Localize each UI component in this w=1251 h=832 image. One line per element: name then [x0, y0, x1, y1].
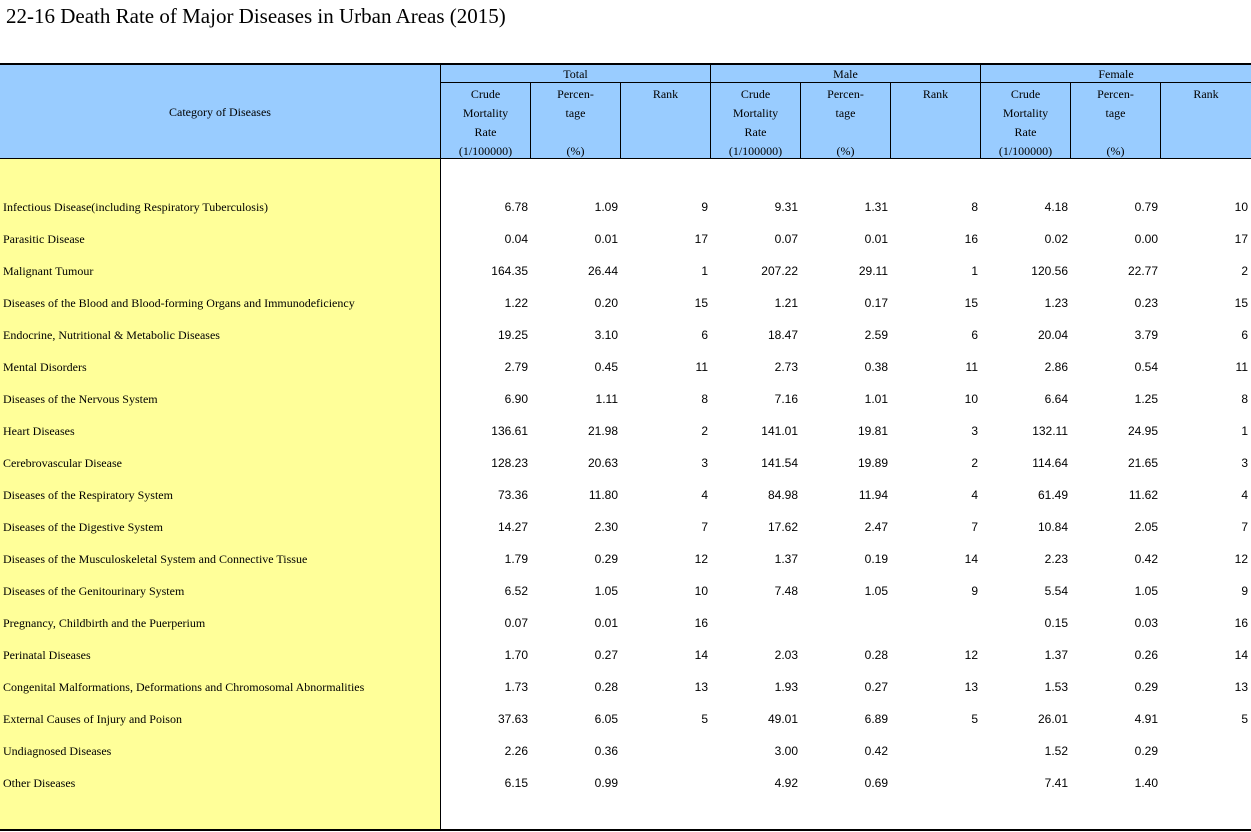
female-pct-cell: 4.91 — [1134, 712, 1158, 726]
female-rank-cell: 6 — [1241, 328, 1248, 342]
male-rank-cell: 3 — [971, 424, 978, 438]
female-pct-header — [1071, 85, 1160, 159]
female-pct-cell: 0.23 — [1134, 296, 1158, 310]
female-rate-cell: 6.64 — [1044, 392, 1068, 406]
female-rank-cell: 2 — [1241, 264, 1248, 278]
female-pct-cell: 0.79 — [1134, 200, 1158, 214]
male-rate-cell: 7.16 — [774, 392, 798, 406]
male-rank-cell: 4 — [971, 488, 978, 502]
total-rank-cell: 13 — [694, 680, 708, 694]
disease-category-name: Diseases of the Musculoskeletal System and Connective Tissue — [3, 552, 308, 566]
total-pct-cell: 1.11 — [595, 392, 618, 406]
female-pct-cell: 1.40 — [1134, 776, 1158, 790]
rate-label-1: Crude — [1010, 87, 1041, 101]
total-rate-cell: 2.26 — [504, 744, 528, 758]
total-rank-cell: 3 — [701, 456, 708, 470]
disease-death-rate-table — [0, 63, 1251, 832]
disease-category-name: Parasitic Disease — [3, 232, 85, 246]
rate-unit: (1/100000) — [998, 144, 1053, 158]
group-male: Male — [833, 67, 858, 81]
female-rank-cell: 17 — [1234, 232, 1248, 246]
female-rate-cell: 10.84 — [1037, 520, 1068, 534]
male-rank-cell: 10 — [964, 392, 978, 406]
table-row — [0, 671, 1251, 703]
male-rate-cell: 4.92 — [774, 776, 798, 790]
male-rate-header — [711, 85, 800, 159]
female-rate-cell: 0.02 — [1044, 232, 1068, 246]
rate-label-1: Crude — [740, 87, 771, 101]
disease-category-name: Diseases of the Genitourinary System — [3, 584, 185, 598]
disease-category-name: Endocrine, Nutritional & Metabolic Diseases — [3, 328, 220, 342]
total-rate-cell: 6.15 — [504, 776, 528, 790]
total-rate-cell: 1.70 — [504, 648, 528, 662]
female-pct-cell: 24.95 — [1127, 424, 1158, 438]
pct-label-1: Percen- — [1097, 87, 1134, 101]
column-divider — [440, 65, 441, 159]
female-pct-cell: 2.05 — [1134, 520, 1158, 534]
male-rate-cell: 18.47 — [767, 328, 798, 342]
pct-label-2: tage — [1105, 106, 1126, 120]
female-rank-cell: 1 — [1241, 424, 1248, 438]
total-rank-cell: 1 — [701, 264, 708, 278]
female-rate-cell: 1.37 — [1044, 648, 1068, 662]
female-rate-cell: 2.86 — [1044, 360, 1068, 374]
column-divider — [710, 65, 711, 159]
pct-label-1: Percen- — [557, 87, 594, 101]
page-title: 22-16 Death Rate of Major Diseases in Urban Areas (2015) — [6, 4, 506, 28]
total-rate-cell: 6.78 — [504, 200, 528, 214]
disease-category-name: Other Diseases — [3, 776, 76, 790]
male-rate-cell: 141.01 — [761, 424, 798, 438]
pct-unit: (%) — [836, 144, 855, 158]
disease-category-name: Pregnancy, Childbirth and the Puerperium — [3, 616, 206, 630]
pct-label-1: Percen- — [827, 87, 864, 101]
female-rank-cell: 10 — [1234, 200, 1248, 214]
group-female: Female — [1098, 67, 1134, 81]
female-rank-cell: 14 — [1234, 648, 1248, 662]
disease-category-name: Mental Disorders — [3, 360, 87, 374]
male-rate-cell: 2.03 — [774, 648, 798, 662]
male-pct-cell: 0.19 — [864, 552, 888, 566]
total-pct-cell: 6.05 — [594, 712, 618, 726]
male-pct-cell: 2.59 — [864, 328, 888, 342]
female-pct-cell: 1.25 — [1134, 392, 1158, 406]
female-rank-cell: 15 — [1234, 296, 1248, 310]
total-pct-cell: 2.30 — [594, 520, 618, 534]
total-pct-header — [531, 85, 620, 159]
male-pct-cell: 1.31 — [864, 200, 888, 214]
female-rank-cell: 5 — [1241, 712, 1248, 726]
male-rank-cell: 11 — [965, 360, 978, 374]
rate-label-2: Mortality — [732, 106, 779, 120]
male-pct-cell: 19.89 — [857, 456, 888, 470]
female-rank-header — [1161, 85, 1251, 159]
female-rate-cell: 1.52 — [1044, 744, 1068, 758]
total-pct-cell: 0.36 — [594, 744, 618, 758]
table-row — [0, 351, 1251, 383]
rate-label-2: Mortality — [462, 106, 509, 120]
total-rank-cell: 8 — [701, 392, 708, 406]
table-row — [0, 319, 1251, 351]
table-header — [0, 63, 1251, 159]
total-rank-cell: 16 — [694, 616, 708, 630]
total-pct-cell: 0.45 — [594, 360, 618, 374]
rank-label: Rank — [652, 87, 679, 101]
total-rank-cell: 5 — [701, 712, 708, 726]
male-rank-cell: 8 — [971, 200, 978, 214]
pct-label-2: tage — [565, 106, 586, 120]
rate-unit: (1/100000) — [728, 144, 783, 158]
female-pct-cell: 0.54 — [1134, 360, 1158, 374]
female-rate-cell: 132.11 — [1032, 424, 1068, 438]
male-pct-cell: 0.27 — [864, 680, 888, 694]
female-pct-cell: 0.42 — [1134, 552, 1158, 566]
table-row — [0, 735, 1251, 767]
male-rate-cell: 0.07 — [774, 232, 798, 246]
male-pct-cell: 0.17 — [864, 296, 888, 310]
female-pct-cell: 0.03 — [1134, 616, 1158, 630]
male-pct-header — [801, 85, 890, 159]
rank-label: Rank — [922, 87, 949, 101]
male-rate-cell: 3.00 — [774, 744, 798, 758]
female-pct-cell: 22.77 — [1127, 264, 1158, 278]
total-pct-cell: 0.01 — [594, 232, 618, 246]
female-rate-cell: 2.23 — [1044, 552, 1068, 566]
male-pct-cell: 29.11 — [858, 264, 888, 278]
male-rank-cell: 14 — [964, 552, 978, 566]
disease-category-name: Malignant Tumour — [3, 264, 94, 278]
total-rank-cell: 4 — [701, 488, 708, 502]
total-pct-cell: 26.44 — [587, 264, 618, 278]
male-pct-cell: 19.81 — [857, 424, 888, 438]
male-rate-cell: 84.98 — [767, 488, 798, 502]
table-row — [0, 287, 1251, 319]
total-rank-cell: 12 — [694, 552, 708, 566]
male-rank-cell: 12 — [964, 648, 978, 662]
female-rank-cell: 9 — [1241, 584, 1248, 598]
table-row — [0, 479, 1251, 511]
total-pct-cell: 0.01 — [594, 616, 618, 630]
male-rank-cell: 13 — [964, 680, 978, 694]
female-pct-cell: 3.79 — [1134, 328, 1158, 342]
disease-category-name: Diseases of the Nervous System — [3, 392, 158, 406]
total-rank-cell: 7 — [701, 520, 708, 534]
male-pct-cell: 2.47 — [864, 520, 888, 534]
female-rank-cell: 16 — [1234, 616, 1248, 630]
total-rate-cell: 2.79 — [504, 360, 528, 374]
total-rate-cell: 1.79 — [504, 552, 528, 566]
female-rate-cell: 1.23 — [1044, 296, 1068, 310]
male-rate-cell: 1.93 — [774, 680, 798, 694]
total-rate-cell: 6.52 — [504, 584, 528, 598]
male-pct-cell: 0.38 — [864, 360, 888, 374]
male-rate-cell: 9.31 — [774, 200, 798, 214]
female-rate-cell: 61.49 — [1037, 488, 1068, 502]
table-row — [0, 447, 1251, 479]
female-rate-cell: 26.01 — [1037, 712, 1068, 726]
rate-label-3: Rate — [474, 125, 497, 139]
disease-category-name: Heart Diseases — [3, 424, 75, 438]
male-pct-cell: 1.01 — [864, 392, 888, 406]
male-pct-cell: 1.05 — [864, 584, 888, 598]
female-rank-cell: 7 — [1241, 520, 1248, 534]
table-row — [0, 415, 1251, 447]
total-rate-cell: 128.23 — [491, 456, 528, 470]
male-rank-cell: 9 — [971, 584, 978, 598]
total-rank-cell: 11 — [695, 360, 708, 374]
disease-category-name: Infectious Disease(including Respiratory Tuberculosis) — [3, 200, 268, 214]
female-rate-cell: 1.53 — [1044, 680, 1068, 694]
total-pct-cell: 3.10 — [594, 328, 618, 342]
rate-label-3: Rate — [744, 125, 767, 139]
male-pct-cell: 0.28 — [864, 648, 888, 662]
table-row — [0, 223, 1251, 255]
pct-unit: (%) — [566, 144, 585, 158]
female-rank-cell: 11 — [1235, 360, 1248, 374]
female-pct-cell: 0.00 — [1134, 232, 1158, 246]
table-row — [0, 383, 1251, 415]
disease-category-name: Undiagnosed Diseases — [3, 744, 112, 758]
group-total: Total — [563, 67, 588, 81]
total-pct-cell: 11.80 — [588, 488, 618, 502]
total-rank-cell: 15 — [694, 296, 708, 310]
total-rank-cell: 6 — [701, 328, 708, 342]
female-rank-cell: 8 — [1241, 392, 1248, 406]
disease-category-name: Diseases of the Blood and Blood-forming Organs and Immunodeficiency — [3, 296, 355, 310]
total-rate-cell: 1.22 — [504, 296, 528, 310]
disease-category-name: External Causes of Injury and Poison — [3, 712, 182, 726]
total-rank-cell: 17 — [694, 232, 708, 246]
rate-label-1: Crude — [470, 87, 501, 101]
male-rank-cell: 7 — [971, 520, 978, 534]
female-pct-cell: 1.05 — [1134, 584, 1158, 598]
total-rate-cell: 0.07 — [504, 616, 528, 630]
disease-category-name: Diseases of the Digestive System — [3, 520, 163, 534]
total-rate-cell: 0.04 — [504, 232, 528, 246]
total-rate-cell: 136.61 — [491, 424, 528, 438]
female-rate-cell: 120.56 — [1031, 264, 1068, 278]
rate-unit: (1/100000) — [458, 144, 513, 158]
column-divider — [530, 83, 531, 159]
table-row — [0, 639, 1251, 671]
male-pct-cell: 0.69 — [864, 776, 888, 790]
male-rate-cell: 1.21 — [774, 296, 798, 310]
rank-label: Rank — [1193, 87, 1219, 101]
rate-label-2: Mortality — [1002, 106, 1049, 120]
total-rank-cell: 10 — [694, 584, 708, 598]
male-rate-cell: 7.48 — [774, 584, 798, 598]
column-divider — [1160, 83, 1161, 159]
male-pct-cell: 6.89 — [864, 712, 888, 726]
male-rate-cell: 17.62 — [767, 520, 798, 534]
female-rate-cell: 0.15 — [1044, 616, 1068, 630]
total-rate-cell: 1.73 — [504, 680, 528, 694]
table-row — [0, 191, 1251, 223]
total-pct-cell: 20.63 — [587, 456, 618, 470]
total-rate-cell: 6.90 — [504, 392, 528, 406]
male-rank-cell: 15 — [964, 296, 978, 310]
male-rank-cell: 16 — [964, 232, 978, 246]
table-row — [0, 255, 1251, 287]
male-rank-cell: 6 — [971, 328, 978, 342]
total-rate-header — [441, 85, 530, 159]
disease-category-name: Diseases of the Respiratory System — [3, 488, 173, 502]
rate-label-3: Rate — [1014, 125, 1037, 139]
male-pct-cell: 0.01 — [864, 232, 888, 246]
female-rate-cell: 7.41 — [1044, 776, 1068, 790]
male-rank-cell: 1 — [971, 264, 978, 278]
male-rate-cell: 2.73 — [774, 360, 798, 374]
female-rate-cell: 4.18 — [1044, 200, 1068, 214]
male-rate-cell: 1.37 — [774, 552, 798, 566]
female-rate-cell: 20.04 — [1037, 328, 1068, 342]
total-pct-cell: 1.09 — [594, 200, 618, 214]
female-pct-cell: 0.29 — [1134, 744, 1158, 758]
total-pct-cell: 0.99 — [594, 776, 618, 790]
category-header: Category of Diseases — [169, 104, 271, 119]
total-pct-cell: 0.28 — [594, 680, 618, 694]
total-rate-cell: 19.25 — [497, 328, 528, 342]
table-row — [0, 607, 1251, 639]
table-row — [0, 767, 1251, 799]
table-row — [0, 511, 1251, 543]
disease-category-name: Cerebrovascular Disease — [3, 456, 122, 470]
total-pct-cell: 0.27 — [594, 648, 618, 662]
male-pct-cell: 0.42 — [864, 744, 888, 758]
pct-unit: (%) — [1106, 144, 1125, 158]
disease-category-name: Congenital Malformations, Deformations and Chromosomal Abnormalities — [3, 680, 365, 694]
female-rate-cell: 114.64 — [1032, 456, 1068, 470]
female-rank-cell: 13 — [1234, 680, 1248, 694]
male-rate-cell: 141.54 — [761, 456, 798, 470]
total-pct-cell: 21.98 — [587, 424, 618, 438]
female-rank-cell: 3 — [1241, 456, 1248, 470]
total-rank-cell: 2 — [701, 424, 708, 438]
male-rank-cell: 2 — [971, 456, 978, 470]
male-rate-cell: 49.01 — [767, 712, 798, 726]
total-rate-cell: 164.35 — [491, 264, 528, 278]
total-pct-cell: 0.20 — [594, 296, 618, 310]
pct-label-2: tage — [835, 106, 856, 120]
table-bottom-border — [0, 829, 1251, 831]
table-row — [0, 575, 1251, 607]
column-divider — [980, 65, 981, 159]
female-pct-cell: 11.62 — [1128, 488, 1158, 502]
female-rate-cell: 5.54 — [1044, 584, 1068, 598]
column-divider — [890, 83, 891, 159]
total-pct-cell: 1.05 — [594, 584, 618, 598]
disease-category-name: Perinatal Diseases — [3, 648, 91, 662]
total-rank-header — [621, 85, 710, 159]
male-rank-header — [891, 85, 980, 159]
male-rate-cell: 207.22 — [761, 264, 798, 278]
total-rate-cell: 73.36 — [497, 488, 528, 502]
total-rank-cell: 9 — [701, 200, 708, 214]
male-rank-cell: 5 — [971, 712, 978, 726]
column-divider — [1070, 83, 1071, 159]
male-pct-cell: 11.94 — [858, 488, 888, 502]
total-rate-cell: 14.27 — [497, 520, 528, 534]
table-row — [0, 703, 1251, 735]
female-pct-cell: 0.26 — [1134, 648, 1158, 662]
column-divider — [800, 83, 801, 159]
column-divider — [620, 83, 621, 159]
female-pct-cell: 0.29 — [1134, 680, 1158, 694]
table-row — [0, 543, 1251, 575]
female-rate-header — [981, 85, 1070, 159]
female-pct-cell: 21.65 — [1127, 456, 1158, 470]
total-rank-cell: 14 — [694, 648, 708, 662]
total-rate-cell: 37.63 — [497, 712, 528, 726]
female-rank-cell: 4 — [1241, 488, 1248, 502]
female-rank-cell: 12 — [1234, 552, 1248, 566]
total-pct-cell: 0.29 — [594, 552, 618, 566]
group-divider-line — [441, 82, 1251, 83]
